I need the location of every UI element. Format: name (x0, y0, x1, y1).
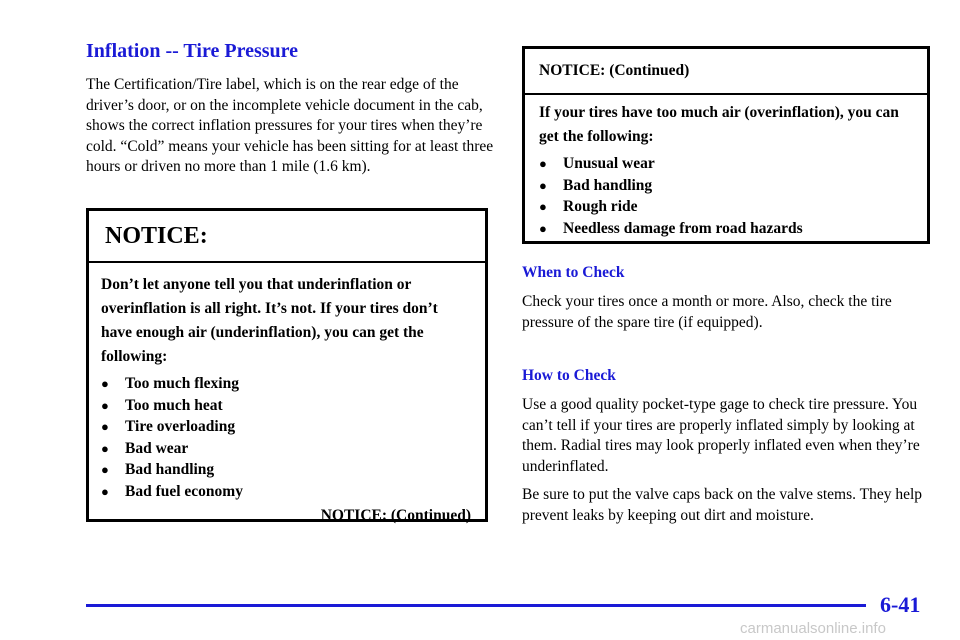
bullet-icon: ● (539, 177, 547, 193)
list-item: ● Needless damage from road hazards (539, 218, 915, 240)
bullet-icon: ● (101, 483, 109, 499)
bullet-icon: ● (539, 220, 547, 236)
list-item: ● Too much heat (101, 395, 471, 417)
how-to-check-text: Use a good quality pocket-type gage to check tire pressure. You can’t tell if your tires are properly inflated simply by looking at them. Radial tires may look properly inflated even when they’re underinflated. (522, 396, 920, 475)
list-item: ● Too much flexing (101, 373, 471, 395)
left-column (86, 40, 494, 178)
notice-body (89, 263, 485, 528)
list-item: ● Rough ride (539, 196, 915, 218)
bullet-icon: ● (539, 156, 547, 171)
footer-rule (86, 604, 866, 607)
notice-continued-list (539, 153, 915, 239)
watermark: carmanualsonline.info (740, 620, 886, 637)
bullet-icon: ● (101, 376, 109, 391)
how-to-check-section (522, 367, 932, 526)
list-item: ● Unusual wear (539, 153, 915, 175)
notice-continued-box (522, 46, 930, 244)
list-item: ● Bad handling (539, 175, 915, 197)
bullet-icon: ● (101, 440, 109, 456)
notice-continued-body (525, 95, 927, 239)
list-item: ● Bad wear (101, 438, 471, 460)
intro-paragraph: The Certification/Tire label, which is on the rear edge of the driver’s door, or on the incomplete vehicle document in the cab, shows the correct inflation pressures for your tires when they’re cold. “Cold” means your vehicle has been sitting for at least three hours or driven no more than 1 mile (1.6 km). (86, 76, 494, 175)
notice-continued-title: NOTICE: (Continued) (525, 49, 927, 95)
list-item: ● Tire overloading (101, 416, 471, 438)
notice-title: NOTICE: (89, 211, 485, 263)
notice-box (86, 208, 488, 522)
notice-text: Don’t let anyone tell you that underinflation or overinflation is all right. It’s not. If your tires don’t have enough air (underinflation), you can get the following: (101, 276, 438, 365)
page-number: 6-41 (880, 592, 921, 617)
valve-caps-text: Be sure to put the valve caps back on the valve stems. They help prevent leaks by keeping out dirt and moisture. (522, 486, 923, 524)
notice-continued-label: NOTICE: (Continued) (320, 507, 471, 524)
list-item: ● Bad fuel economy (101, 481, 471, 503)
bullet-icon: ● (101, 419, 109, 434)
bullet-icon: ● (101, 397, 109, 413)
when-to-check-section (522, 264, 932, 333)
notice-list (101, 373, 471, 502)
bullet-icon: ● (101, 462, 109, 477)
section-heading: Inflation -- Tire Pressure (86, 40, 299, 62)
when-to-check-text: Check your tires once a month or more. Also, check the tire pressure of the spare tire (if equipped). (522, 293, 892, 331)
notice-continued-text: If your tires have too much air (overinflation), you can get the following: (539, 104, 899, 145)
when-to-check-heading: When to Check (522, 264, 625, 281)
bullet-icon: ● (539, 199, 547, 214)
how-to-check-heading: How to Check (522, 367, 616, 384)
list-item: ● Bad handling (101, 459, 471, 481)
